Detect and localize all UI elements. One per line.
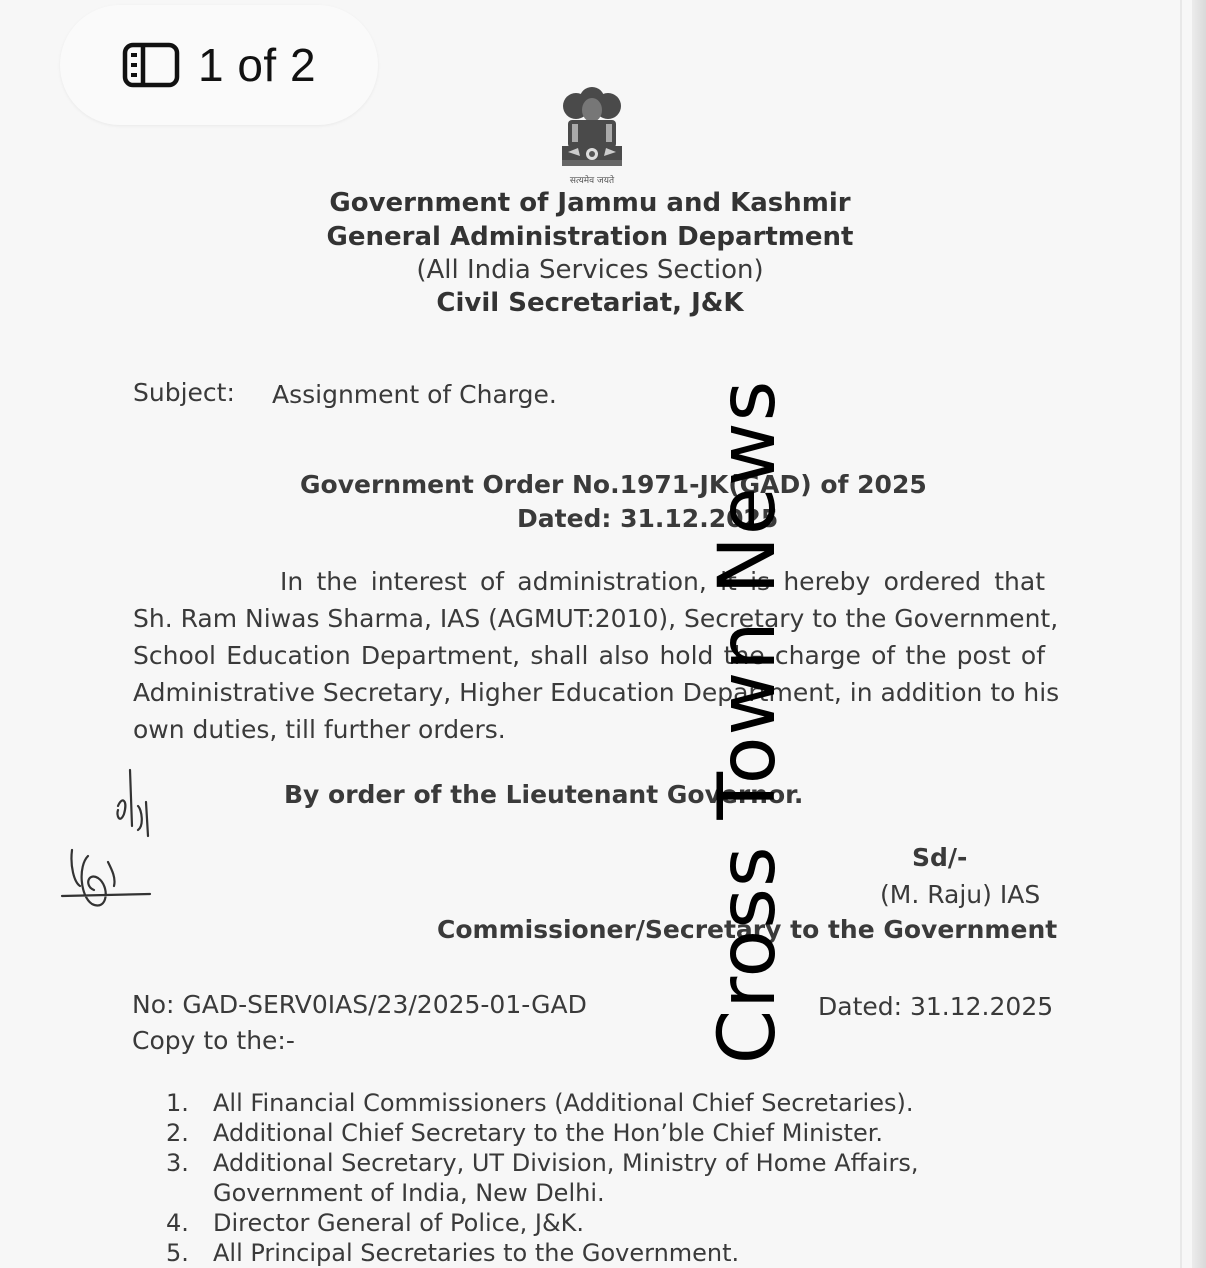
- list-item: 1. All Financial Commissioners (Additional Chief Secretaries).: [166, 1089, 914, 1117]
- header-department: General Administration Department: [326, 222, 854, 252]
- list-item: 4. Director General of Police, J&K.: [166, 1209, 585, 1237]
- emblem-motto: सत्यमेव जयते: [569, 176, 615, 186]
- body-line-3: School Education Department, shall also hold the charge of the post of: [133, 641, 1045, 670]
- subject-text: Assignment of Charge.: [272, 380, 557, 409]
- body-line-1: In the interest of administration, it is hereby ordered that: [280, 567, 1045, 596]
- page-indicator-pill[interactable]: [60, 5, 378, 125]
- sidebar-pages-icon: [122, 42, 180, 88]
- signatory-name: (M. Raju) IAS: [880, 880, 1041, 909]
- signatory-designation: Commissioner/Secretary to the Government: [437, 915, 1058, 944]
- list-item: 2. Additional Chief Secretary to the Hon’ble Chief Minister.: [166, 1119, 884, 1147]
- page-indicator-text: 1 of 2: [197, 39, 317, 91]
- reference-number: No: GAD-SERV0IAS/23/2025-01-GAD: [132, 990, 587, 1019]
- order-number: Government Order No.1971-JK(GAD) of 2025: [300, 470, 927, 499]
- subject-label: Subject:: [133, 378, 235, 407]
- header-secretariat: Civil Secretariat, J&K: [436, 288, 744, 318]
- sd-mark: Sd/-: [912, 843, 968, 872]
- list-item: 3. Additional Secretary, UT Division, Ministry of Home Affairs, Government of India, New Delhi.: [166, 1149, 919, 1207]
- watermark-text: Cross Town News: [703, 379, 793, 1065]
- by-order-line: By order of the Lieutenant Governor.: [284, 780, 804, 809]
- body-line-2: Sh. Ram Niwas Sharma, IAS (AGMUT:2010), Secretary to the Government,: [133, 604, 1059, 633]
- copy-list: [166, 1088, 1046, 1268]
- page-edge-line: [1180, 0, 1182, 1268]
- order-date: Dated: 31.12.2025: [517, 504, 779, 533]
- header-section: (All India Services Section): [416, 255, 764, 285]
- order-body: [133, 563, 1060, 748]
- page-edge: [1192, 0, 1206, 1268]
- national-emblem: [546, 84, 638, 192]
- handwritten-signature: [58, 766, 158, 916]
- copy-to-label: Copy to the:-: [132, 1026, 295, 1055]
- body-line-4: Administrative Secretary, Higher Education Department, in addition to his: [133, 678, 1060, 707]
- header-government: Government of Jammu and Kashmir: [329, 188, 851, 218]
- reference-date: Dated: 31.12.2025: [818, 992, 1054, 1021]
- list-item: 5. All Principal Secretaries to the Government.: [166, 1239, 740, 1267]
- body-line-5: own duties, till further orders.: [133, 715, 506, 744]
